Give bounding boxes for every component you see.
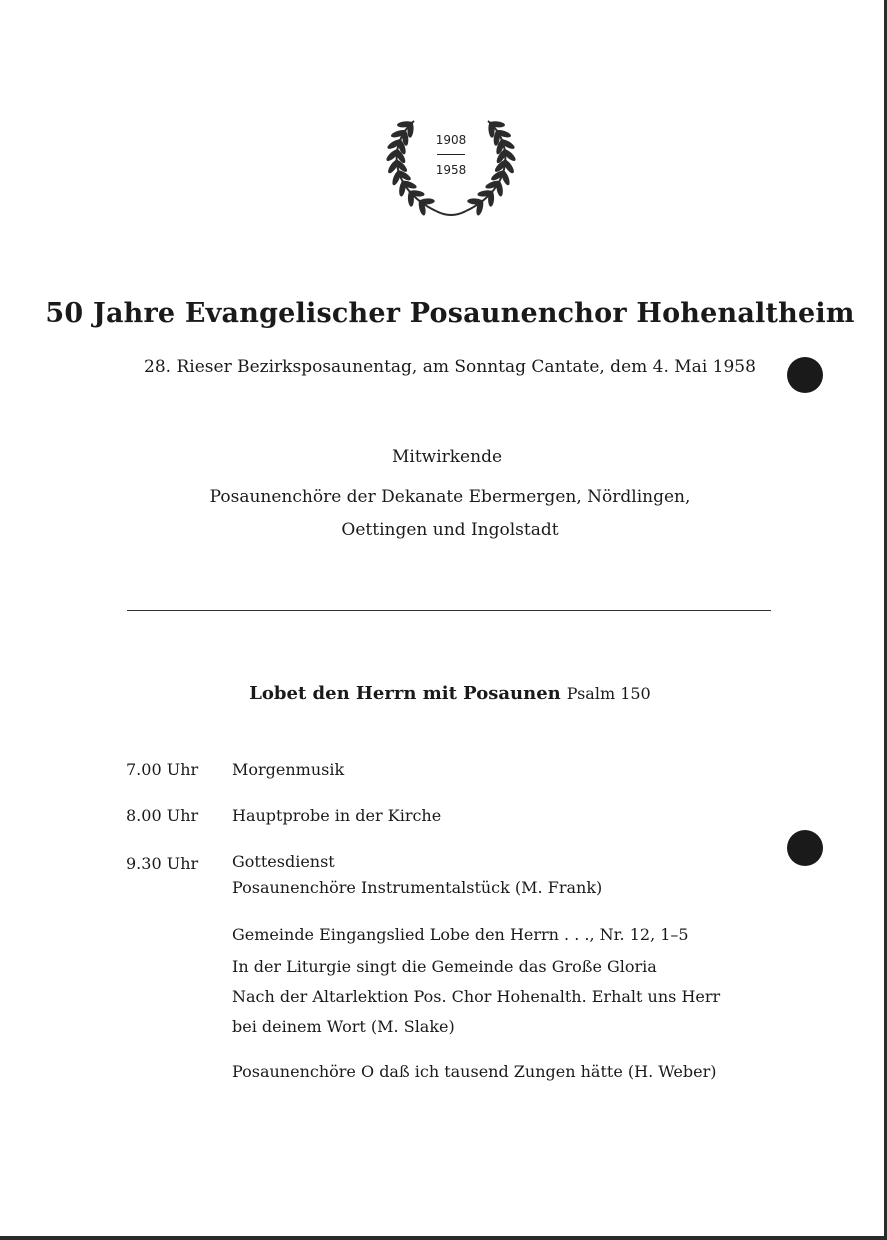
schedule-time: 9.30 Uhr [126, 854, 199, 873]
schedule-detail: Gemeinde Eingangslied Lobe den Herrn . . ., Nr. 12, 1–5 [232, 925, 689, 944]
participants-line: Oettingen und Ingolstadt [341, 520, 559, 540]
emblem-divider [437, 154, 465, 155]
motto-text: Lobet den Herrn mit Posaunen [249, 683, 561, 704]
punch-hole [787, 830, 823, 866]
motto-reference: Psalm 150 [566, 684, 651, 703]
schedule-event: Gottesdienst [232, 852, 335, 871]
document-title: 50 Jahre Evangelischer Posaunenchor Hohenaltheim [45, 298, 855, 329]
punch-hole [787, 357, 823, 393]
document-subtitle: 28. Rieser Bezirksposaunentag, am Sonntag Cantate, dem 4. Mai 1958 [144, 357, 756, 377]
page-edge-bottom [0, 1236, 887, 1240]
participants-line: Posaunenchöre der Dekanate Ebermergen, Nördlingen, [209, 487, 691, 507]
schedule-detail: In der Liturgie singt die Gemeinde das Große Gloria [232, 957, 657, 976]
schedule-time: 8.00 Uhr [126, 806, 199, 825]
schedule-detail: bei deinem Wort (M. Slake) [232, 1017, 455, 1036]
emblem-year-start: 1908 [435, 133, 467, 147]
schedule-event: Hauptprobe in der Kirche [232, 806, 442, 825]
schedule-detail: Nach der Altarlektion Pos. Chor Hohenalth. Erhalt uns Herr [232, 987, 721, 1006]
schedule-detail: Posaunenchöre O daß ich tausend Zungen hätte (H. Weber) [232, 1062, 717, 1081]
emblem-year-end: 1958 [435, 163, 467, 177]
schedule-event: Morgenmusik [232, 760, 345, 779]
participants-heading: Mitwirkende [391, 447, 503, 467]
motto [0, 683, 887, 704]
schedule-detail: Posaunenchöre Instrumentalstück (M. Frank) [232, 878, 603, 897]
section-divider [127, 610, 771, 611]
schedule-time: 7.00 Uhr [126, 760, 199, 779]
anniversary-emblem [384, 113, 518, 223]
